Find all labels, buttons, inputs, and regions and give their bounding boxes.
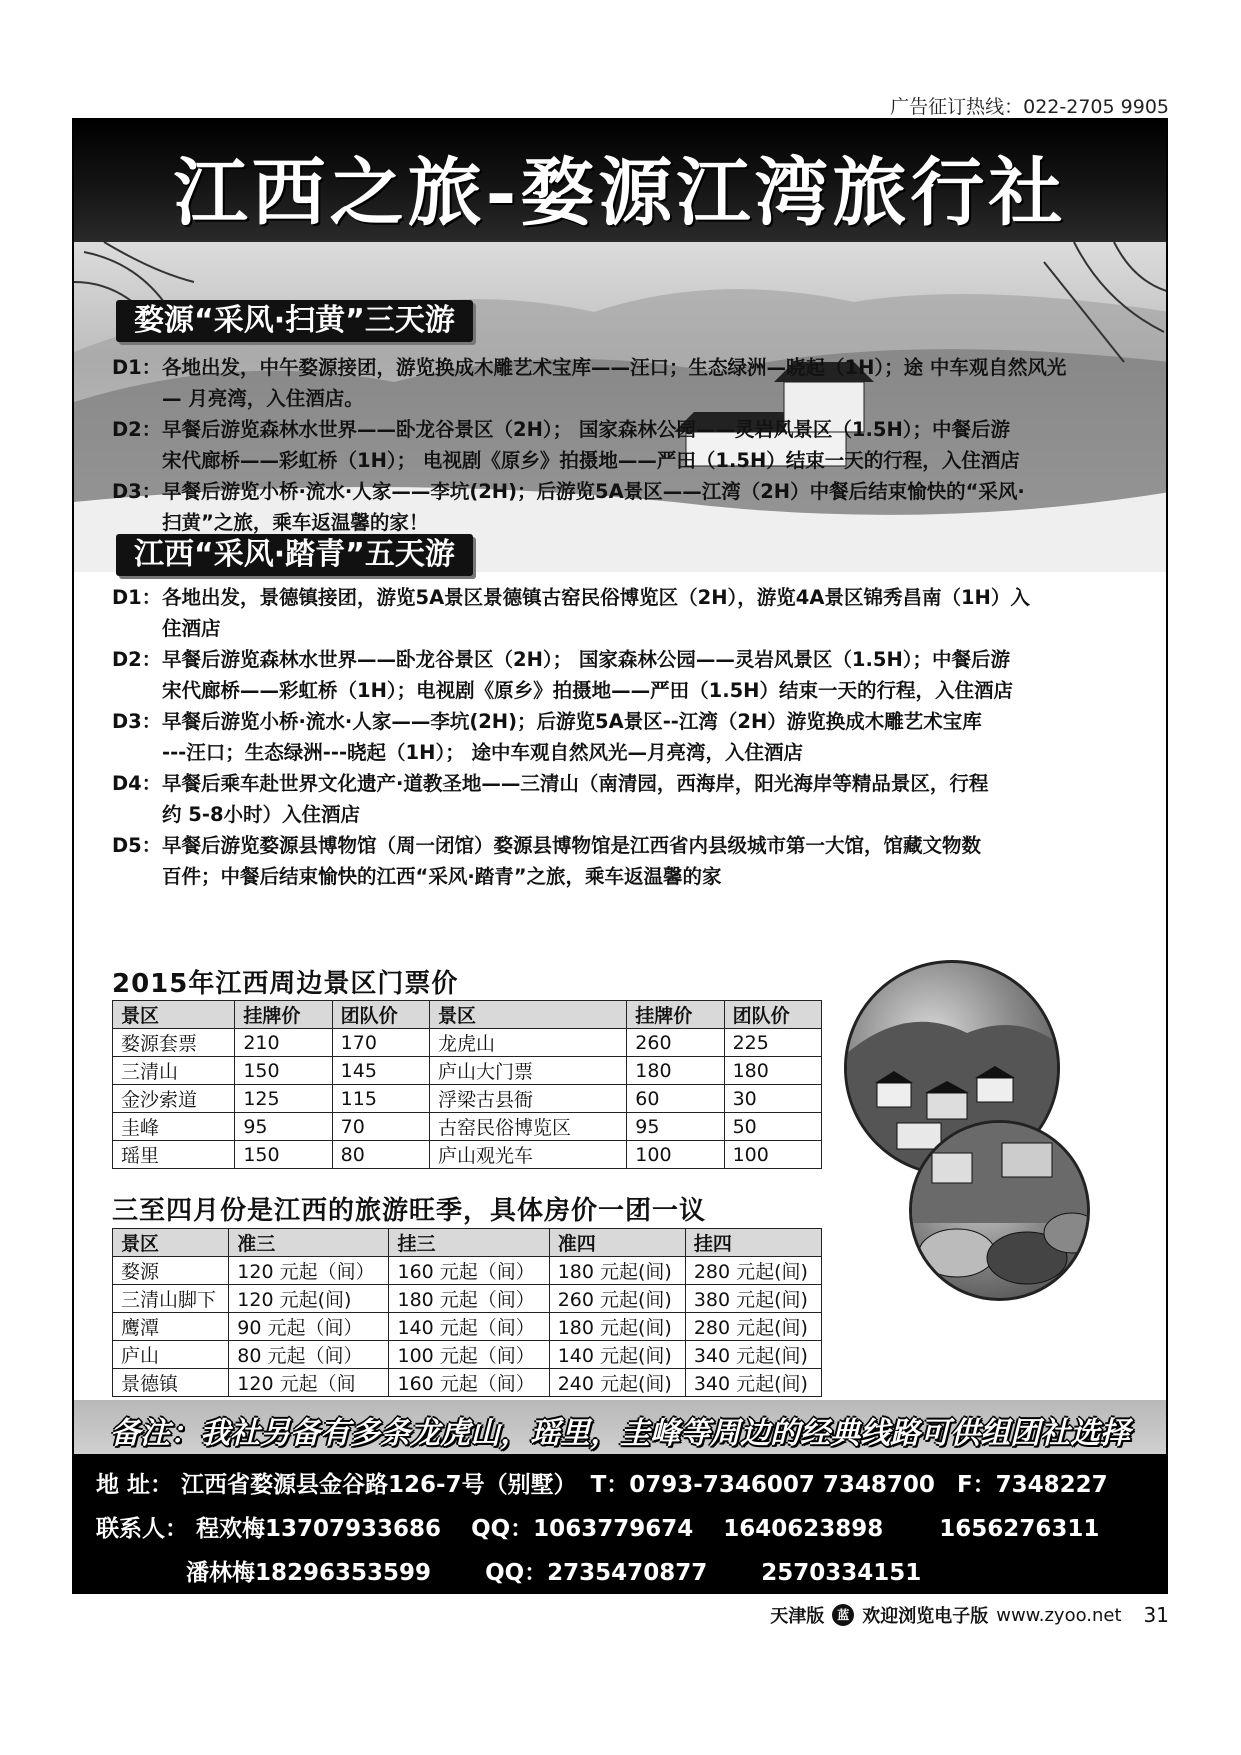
fax: F：7348227 — [956, 1472, 1108, 1498]
column-header: 准三 — [229, 1229, 389, 1257]
table-cell: 龙虎山 — [429, 1029, 626, 1057]
table-cell: 婺源套票 — [113, 1029, 235, 1057]
telephone: T：0793-7346007 7348700 — [590, 1472, 935, 1498]
page-footer — [770, 1602, 1169, 1628]
table-cell: 婺源 — [113, 1257, 229, 1285]
table-cell: 280 元起(间) — [685, 1313, 821, 1341]
table-row — [113, 1029, 822, 1057]
qq2: QQ：2735470877 — [485, 1560, 708, 1586]
itinerary-day — [112, 830, 1142, 892]
day-text: 早餐后游览小桥·流水·人家——李坑(2H)；后游览5A景区——江湾（2H）中餐后结束愉快的“采风· 扫黄”之旅，乘车返温馨的家！ — [162, 480, 1025, 534]
page-number: 31 — [1143, 1603, 1169, 1627]
table-cell: 70 — [332, 1113, 429, 1141]
table-cell: 90 元起（间） — [229, 1313, 389, 1341]
blue-badge-icon: 蓝 — [832, 1604, 854, 1626]
table-header-row — [113, 1001, 822, 1029]
itinerary-day — [112, 768, 1142, 830]
day-text: 各地出发，景德镇接团，游览5A景区景德镇古窑民俗博览区（2H），游览4A景区锦秀昌南（1H）入 住酒店 — [162, 586, 1030, 640]
column-header: 景区 — [429, 1001, 626, 1029]
table-cell: 260 — [627, 1029, 724, 1057]
table-cell: 140 元起（间） — [389, 1313, 549, 1341]
table-cell: 30 — [724, 1085, 821, 1113]
column-header: 景区 — [113, 1229, 229, 1257]
table-cell: 115 — [332, 1085, 429, 1113]
itinerary-day — [112, 476, 1142, 538]
table-cell: 160 元起（间） — [389, 1369, 549, 1397]
column-header: 挂牌价 — [627, 1001, 724, 1029]
day-label: D2： — [112, 418, 162, 441]
itinerary-day — [112, 352, 1142, 414]
note-text: 备注：我社另备有多条龙虎山，瑶里，圭峰等周边的经典线路可供组团社选择 — [110, 1416, 1130, 1451]
table-cell: 180 元起(间) — [549, 1313, 685, 1341]
day-text: 早餐后游览小桥·流水·人家——李坑(2H)；后游览5A景区--江湾（2H）游览换成木雕艺术宝库 ---汪口；生态绿洲---晓起（1H）； 途中车观自然风光—月亮湾，入住酒店 — [162, 710, 982, 764]
tour2-itinerary — [112, 582, 1142, 892]
day-label: D5： — [112, 834, 162, 857]
table-cell: 120 元起(间) — [229, 1285, 389, 1313]
table-cell: 80 — [332, 1141, 429, 1169]
table-header-row — [113, 1229, 822, 1257]
table-cell: 景德镇 — [113, 1369, 229, 1397]
table-row — [113, 1113, 822, 1141]
table-cell: 100 元起（间） — [389, 1341, 549, 1369]
person2: 潘林梅18296353599 — [186, 1560, 432, 1586]
address-label: 地 址： — [96, 1472, 174, 1498]
table-cell: 260 元起(间) — [549, 1285, 685, 1313]
welcome-text: 欢迎浏览电子版 — [862, 1606, 989, 1627]
tour2-title: 江西“采风·踏青”五天游 — [116, 534, 473, 576]
table-cell: 50 — [724, 1113, 821, 1141]
address-line — [96, 1466, 1108, 1499]
table-cell: 150 — [235, 1057, 332, 1085]
table-cell: 鹰潭 — [113, 1313, 229, 1341]
tour1-itinerary — [112, 352, 1142, 538]
hotel-price-table — [112, 1228, 822, 1397]
table-cell: 145 — [332, 1057, 429, 1085]
itinerary-day — [112, 644, 1142, 706]
table-row — [113, 1369, 822, 1397]
column-header: 挂三 — [389, 1229, 549, 1257]
note-bar — [74, 1400, 1166, 1454]
column-header: 准四 — [549, 1229, 685, 1257]
day-label: D2： — [112, 648, 162, 671]
table-cell: 180 — [627, 1057, 724, 1085]
table-cell: 瑶里 — [113, 1141, 235, 1169]
qq2b: 2570334151 — [761, 1560, 922, 1586]
table-cell: 100 — [724, 1141, 821, 1169]
table-cell: 180 — [724, 1057, 821, 1085]
day-label: D1： — [112, 586, 162, 609]
contact-block — [74, 1454, 1166, 1594]
table-cell: 古窑民俗博览区 — [429, 1113, 626, 1141]
table-cell: 150 — [235, 1141, 332, 1169]
table-cell: 210 — [235, 1029, 332, 1057]
table-cell: 庐山 — [113, 1341, 229, 1369]
ticket-price-table — [112, 1000, 822, 1169]
table-row — [113, 1257, 822, 1285]
table-cell: 三清山脚下 — [113, 1285, 229, 1313]
itinerary-day — [112, 414, 1142, 476]
table-cell: 100 — [627, 1141, 724, 1169]
ad-hotline: 广告征订热线：022-2705 9905 — [890, 96, 1169, 118]
day-label: D1： — [112, 356, 162, 379]
table-cell: 160 元起（间） — [389, 1257, 549, 1285]
ticket-table-title: 2015年江西周边景区门票价 — [112, 969, 459, 999]
table-cell: 120 元起（间） — [229, 1257, 389, 1285]
day-text: 早餐后乘车赴世界文化遗产·道教圣地——三清山（南清园，西海岸，阳光海岸等精品景区，行程 约 5-8小时）入住酒店 — [162, 772, 989, 826]
address-value: 江西省婺源县金谷路126-7号（别墅） — [181, 1472, 577, 1498]
table-cell: 95 — [235, 1113, 332, 1141]
table-row — [113, 1313, 822, 1341]
tour1-title: 婺源“采风·扫黄”三天游 — [116, 300, 473, 342]
table-cell: 圭峰 — [113, 1113, 235, 1141]
itinerary-day — [112, 582, 1142, 644]
hotel-table-title: 三至四月份是江西的旅游旺季，具体房价一团一议 — [112, 1196, 707, 1226]
harvest-photo-circle — [909, 1120, 1090, 1301]
table-cell: 三清山 — [113, 1057, 235, 1085]
table-row — [113, 1057, 822, 1085]
column-header: 挂四 — [685, 1229, 821, 1257]
table-cell: 340 元起(间) — [685, 1341, 821, 1369]
table-cell: 金沙索道 — [113, 1085, 235, 1113]
table-cell: 庐山大门票 — [429, 1057, 626, 1085]
table-cell: 170 — [332, 1029, 429, 1057]
itinerary-day — [112, 706, 1142, 768]
day-text: 早餐后游览森林水世界——卧龙谷景区（2H）； 国家森林公园——灵岩风景区（1.5H）；中餐后游 宋代廊桥——彩虹桥（1H）； 电视剧《原乡》拍摄地——严田（1.5H）结束一天的行程，入住酒店 — [162, 418, 1020, 472]
banner-title: 江西之旅-婺源江湾旅行社 — [173, 150, 1067, 236]
table-cell: 浮梁古县衙 — [429, 1085, 626, 1113]
person-label: 联系人： — [96, 1516, 188, 1542]
advertisement-frame — [72, 118, 1168, 1594]
day-label: D3： — [112, 480, 162, 503]
qq1b: 1640623898 — [723, 1516, 884, 1542]
column-header: 景区 — [113, 1001, 235, 1029]
table-cell: 225 — [724, 1029, 821, 1057]
table-cell: 80 元起（间） — [229, 1341, 389, 1369]
column-header: 团队价 — [332, 1001, 429, 1029]
table-row — [113, 1141, 822, 1169]
table-cell: 240 元起(间) — [549, 1369, 685, 1397]
table-row — [113, 1085, 822, 1113]
table-cell: 180 元起（间） — [389, 1285, 549, 1313]
qq1c: 1656276311 — [939, 1516, 1100, 1542]
table-cell: 340 元起(间) — [685, 1369, 821, 1397]
table-cell: 140 元起(间) — [549, 1341, 685, 1369]
table-cell: 庐山观光车 — [429, 1141, 626, 1169]
title-banner — [74, 120, 1166, 242]
table-cell: 125 — [235, 1085, 332, 1113]
column-header: 团队价 — [724, 1001, 821, 1029]
table-cell: 280 元起(间) — [685, 1257, 821, 1285]
contact-line-2 — [186, 1554, 921, 1587]
table-cell: 180 元起(间) — [549, 1257, 685, 1285]
table-row — [113, 1341, 822, 1369]
table-row — [113, 1285, 822, 1313]
harvest-illustration — [912, 1123, 1087, 1298]
table-cell: 95 — [627, 1113, 724, 1141]
person1: 程欢梅13707933686 — [196, 1516, 442, 1542]
table-cell: 60 — [627, 1085, 724, 1113]
qq1: QQ：1063779674 — [471, 1516, 694, 1542]
day-label: D3： — [112, 710, 162, 733]
contact-line-1 — [96, 1510, 1099, 1543]
website-link[interactable]: www.zyoo.net — [996, 1604, 1122, 1626]
day-text: 各地出发，中午婺源接团，游览换成木雕艺术宝库——汪口；生态绿洲—晓起（1H）；途 中车观自然风光 — 月亮湾，入住酒店。 — [162, 356, 1067, 410]
table-cell: 380 元起(间) — [685, 1285, 821, 1313]
day-label: D4： — [112, 772, 162, 795]
column-header: 挂牌价 — [235, 1001, 332, 1029]
table-cell: 120 元起（间 — [229, 1369, 389, 1397]
day-text: 早餐后游览婺源县博物馆（周一闭馆）婺源县博物馆是江西省内县级城市第一大馆，馆藏文物数 百件；中餐后结束愉快的江西“采风·踏青”之旅，乘车返温馨的家 — [162, 834, 982, 888]
edition-label: 天津版 — [770, 1606, 825, 1627]
day-text: 早餐后游览森林水世界——卧龙谷景区（2H）； 国家森林公园——灵岩风景区（1.5H）；中餐后游 宋代廊桥——彩虹桥（1H）；电视剧《原乡》拍摄地——严田（1.5H）结束一天的行程，入住酒店 — [162, 648, 1014, 702]
